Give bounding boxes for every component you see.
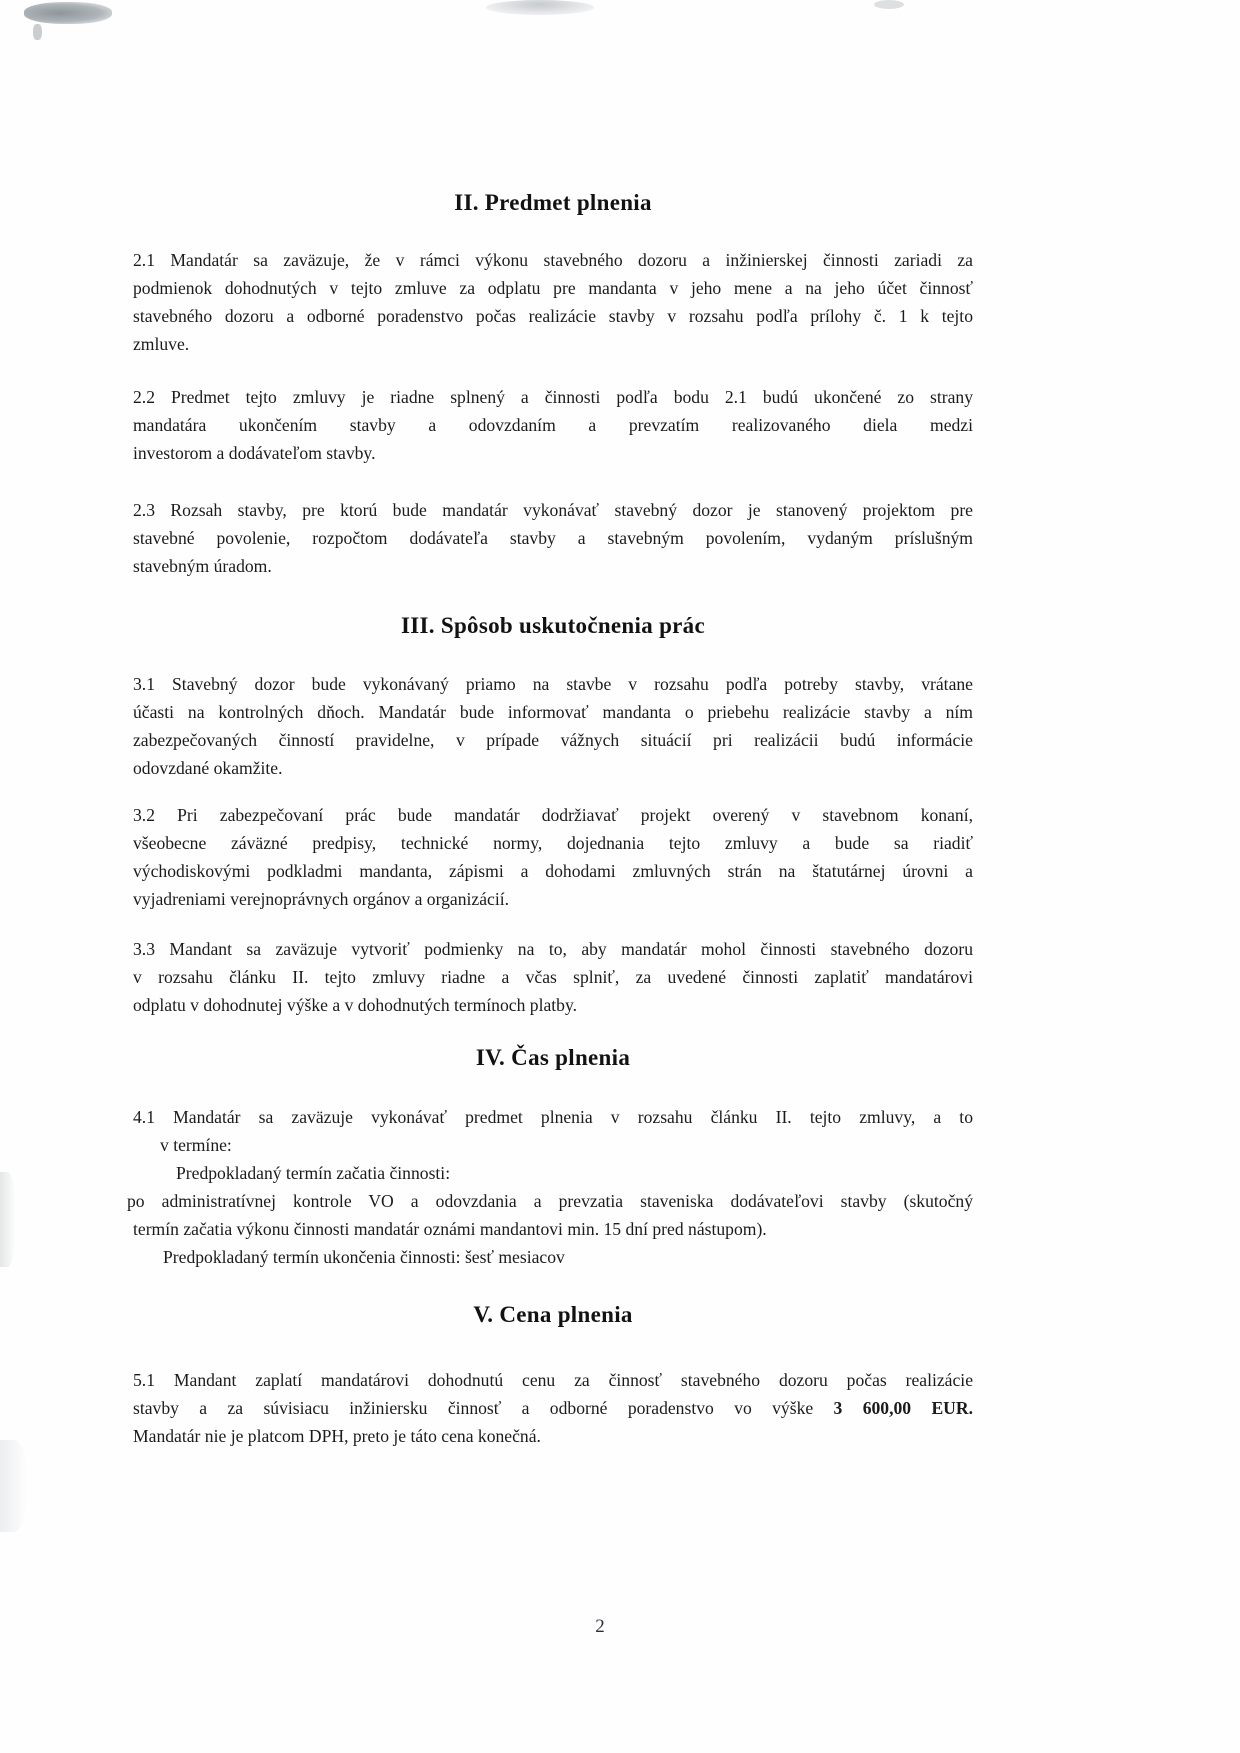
paragraph-2-3 <box>133 496 973 580</box>
paragraph-line: vyjadreniami verejnoprávnych orgánov a organizácií. <box>133 889 510 909</box>
paragraph-line: 3.1 Stavebný dozor bude vykonávaný priamo na stavbe v rozsahu podľa potreby stavby, vrátane <box>133 674 973 694</box>
scan-edge-artifact <box>0 1172 16 1267</box>
paragraph-line: 3.2 Pri zabezpečovaní prác bude mandatár dodržiavať projekt overený v stavebnom konaní, <box>133 805 973 825</box>
section-heading-v: V. Cena plnenia <box>473 1302 633 1327</box>
paragraph-3-2 <box>133 801 973 913</box>
price-line-text: stavby a za súvisiacu inžiniersku činnosť a odborné poradenstvo vo výške <box>133 1398 834 1418</box>
paragraph-4-1 <box>127 1103 973 1271</box>
scan-edge-artifact <box>0 1440 28 1532</box>
section-heading-ii: II. Predmet plnenia <box>454 190 652 215</box>
paragraph-line: zabezpečovaných činností pravidelne, v prípade vážnych situácií pri realizácii budú informácie <box>133 730 973 750</box>
paragraph-line: v termíne: <box>160 1135 232 1155</box>
paragraph-2-2 <box>133 383 973 467</box>
paragraph-line: 2.3 Rozsah stavby, pre ktorú bude mandatár vykonávať stavebný dozor je stanovený projektom pre <box>133 500 973 520</box>
paragraph-line: 3.3 Mandant sa zaväzuje vytvoriť podmienky na to, aby mandatár mohol činnosti stavebného dozoru <box>133 939 973 959</box>
paragraph-line: stavebného dozoru a odborné poradenstvo počas realizácie stavby v rozsahu podľa prílohy č. 1 k tejto <box>133 306 973 326</box>
paragraph-line: odovzdané okamžite. <box>133 758 283 778</box>
paragraph-line: odplatu v dohodnutej výške a v dohodnutých termínoch platby. <box>133 995 578 1015</box>
contract-price: 3 600,00 EUR. <box>833 1398 973 1418</box>
paragraph-line: mandatára ukončením stavby a odovzdaním a prevzatím realizovaného diela medzi <box>133 415 973 435</box>
page-number: 2 <box>595 1616 605 1637</box>
paragraph-line: investorom a dodávateľom stavby. <box>133 443 376 463</box>
paragraph-line: stavebné povolenie, rozpočtom dodávateľa stavby a stavebným povolením, vydaným príslušným <box>133 528 973 548</box>
section-heading-iii: III. Spôsob uskutočnenia prác <box>401 613 705 638</box>
scan-smudge-artifact <box>874 0 904 9</box>
paragraph-line: všeobecne záväzné predpisy, technické normy, dojednania tejto zmluvy a bude sa riadiť <box>133 833 973 853</box>
paragraph-line: v rozsahu článku II. tejto zmluvy riadne a včas splniť, za uvedené činnosti zaplatiť mandatárovi <box>133 967 973 987</box>
paragraph-line: po administratívnej kontrole VO a odovzdania a prevzatia staveniska dodávateľovi stavby (skutočný <box>127 1191 973 1211</box>
paragraph-line: Predpokladaný termín ukončenia činnosti: šesť mesiacov <box>163 1247 565 1267</box>
paragraph-line: východiskovými podkladmi mandanta, zápismi a dohodami zmluvných strán na štatutárnej úrovni a <box>133 861 973 881</box>
scan-smudge-artifact <box>486 0 594 15</box>
paragraph-line: 2.2 Predmet tejto zmluvy je riadne splnený a činnosti podľa bodu 2.1 budú ukončené zo strany <box>133 387 973 407</box>
paragraph-line: stavebným úradom. <box>133 556 272 576</box>
paragraph-line: zmluve. <box>133 334 190 354</box>
paragraph-line: účasti na kontrolných dňoch. Mandatár bude informovať mandanta o priebehu realizácie stavby a ním <box>133 702 973 722</box>
paragraph-line: 5.1 Mandant zaplatí mandatárovi dohodnutú cenu za činnosť stavebného dozoru počas realizácie <box>133 1370 973 1390</box>
paragraph-line <box>133 1394 973 1422</box>
scan-smudge-artifact <box>24 2 112 24</box>
paragraph-line: Mandatár nie je platcom DPH, preto je táto cena konečná. <box>133 1426 541 1446</box>
paragraph-3-3 <box>133 935 973 1019</box>
paragraph-2-1 <box>133 246 973 358</box>
section-heading-iv: IV. Čas plnenia <box>475 1045 631 1070</box>
paragraph-3-1 <box>133 670 973 782</box>
scan-smudge-artifact <box>33 24 42 40</box>
paragraph-line: podmienok dohodnutých v tejto zmluve za odplatu pre mandanta v jeho mene a na jeho účet činnosť <box>133 278 973 298</box>
paragraph-5-1 <box>133 1366 973 1450</box>
paragraph-line: 4.1 Mandatár sa zaväzuje vykonávať predmet plnenia v rozsahu článku II. tejto zmluvy, a to <box>133 1107 973 1127</box>
paragraph-line: termín začatia výkonu činnosti mandatár oznámi mandantovi min. 15 dní pred nástupom). <box>133 1219 767 1239</box>
paragraph-line: 2.1 Mandatár sa zaväzuje, že v rámci výkonu stavebného dozoru a inžinierskej činnosti zariadi za <box>133 250 973 270</box>
paragraph-line: Predpokladaný termín začatia činnosti: <box>176 1163 451 1183</box>
